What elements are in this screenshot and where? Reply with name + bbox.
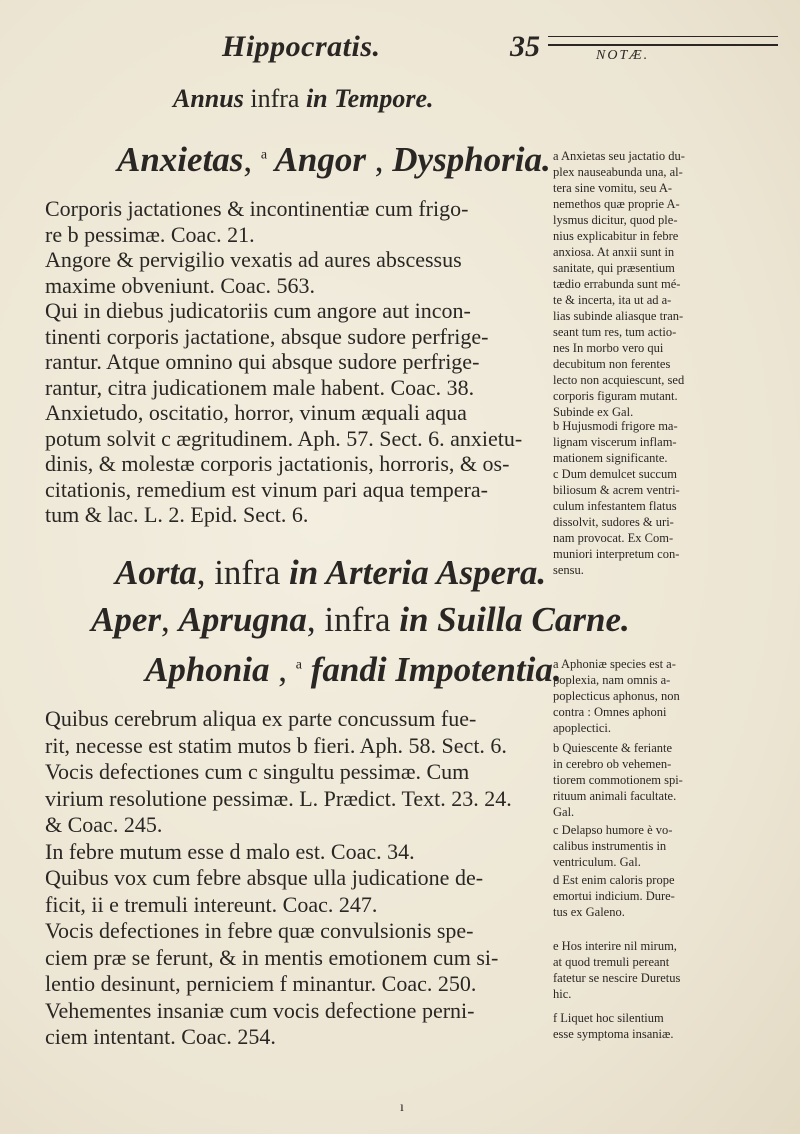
heading-aper: Aper, Aprugna, infra in Suilla Carne.: [91, 600, 630, 639]
heading-aorta: Aorta, infra in Arteria Aspera.: [115, 553, 547, 592]
text-line: Vehementes insaniæ cum vocis defectione perni-: [45, 997, 475, 1023]
heading-annus: Annus infra in Tempore.: [173, 84, 434, 113]
note-line: seant tum res, tum actio-: [553, 325, 677, 339]
text-line: ciem præ se ferunt, & in mentis emotionem cum si-: [45, 944, 499, 970]
note-line: mationem significante.: [553, 451, 668, 465]
note-line: lignam viscerum inflam-: [553, 435, 677, 449]
note-line: b Quiescente & feriante: [553, 741, 673, 755]
note-line: nius explicabitur in febre: [553, 229, 679, 243]
note-line: contra : Omnes aphoni: [553, 705, 667, 719]
notes-header: [548, 44, 778, 66]
text-line: tum & lac. L. 2. Epid. Sect. 6.: [45, 502, 309, 527]
note-line: poplecticus aphonus, non: [553, 689, 680, 703]
text-line: & Coac. 245.: [45, 812, 163, 837]
text-line: Anxietudo, oscitatio, horror, vinum æquali aqua: [45, 400, 467, 425]
text-line: Vocis defectiones in febre quæ convulsionis spe-: [45, 918, 474, 943]
note-line: nam provocat. Ex Com-: [553, 531, 674, 545]
note-line: Gal.: [553, 805, 575, 819]
note-line: culum infestantem flatus: [553, 499, 677, 513]
text-line: citationis, remedium est vinum pari aqua tempera-: [45, 476, 488, 502]
note-line: esse symptoma insaniæ.: [553, 1027, 674, 1041]
note-line: f Liquet hoc silentium: [553, 1011, 664, 1025]
note-line: biliosum & acrem ventri-: [553, 483, 680, 497]
note-line: at quod tremuli pereant: [553, 955, 670, 969]
note-line: plex nauseabunda una, al-: [553, 165, 683, 179]
text-line: rit, necesse est statim mutos b fieri. Aph. 58. Sect. 6.: [45, 732, 507, 758]
page-number: 35: [510, 30, 540, 63]
text-line: virium resolutione pessimæ. L. Prædict. Text. 23. 24.: [45, 785, 512, 811]
text-line: Vocis defectiones cum c singultu pessimæ. Cum: [45, 759, 470, 784]
notes-label: NOTÆ.: [596, 48, 650, 63]
text-line: Qui in diebus judicatoriis cum angore aut incon-: [45, 298, 471, 323]
note-line: a Aphoniæ species est a-: [553, 657, 676, 671]
note-line: fatetur se nescire Duretus: [553, 971, 681, 985]
text-line: re b pessimæ. Coac. 21.: [45, 221, 255, 247]
note-line: nes In morbo vero qui: [553, 341, 664, 355]
note-line: poplexia, nam omnis a-: [553, 673, 671, 687]
heading-anxietas: Anxietas, $^a$ Angor , Dysphoria.: [117, 140, 551, 179]
note-line: corporis figuram mutant.: [553, 389, 678, 403]
text-line: ciem intentant. Coac. 254.: [45, 1024, 276, 1049]
note-line: tædio errabunda sunt mé-: [553, 277, 681, 291]
note-line: tiorem commotionem spi-: [553, 773, 683, 787]
text-line: rantur. Atque omnino qui absque sudore perfrige-: [45, 349, 480, 374]
note-line: hic.: [553, 987, 572, 1001]
text-line: tinenti corporis jactatione, absque sudore perfrige-: [45, 323, 489, 349]
signature-mark: ı: [400, 1100, 404, 1115]
note-line: te & incerta, ita ut ad a-: [553, 293, 672, 307]
note-line: b Hujusmodi frigore ma-: [553, 419, 678, 433]
note-line: rituum animali facultate.: [553, 789, 677, 803]
note-line: d Est enim caloris prope: [553, 873, 675, 887]
note-line: apoplectici.: [553, 721, 611, 735]
note-line: tera sine vomitu, seu A-: [553, 181, 673, 195]
note-line: emortui indicium. Dure-: [553, 889, 675, 903]
note-line: lysmus dicitur, quod ple-: [553, 213, 678, 227]
note-line: sanitate, qui præsentium: [553, 261, 675, 275]
note-line: tus ex Galeno.: [553, 905, 625, 919]
note-line: lias subinde aliasque tran-: [553, 309, 684, 323]
running-title: Hippocratis.: [222, 30, 381, 63]
text-line: ficit, ii e tremuli intereunt. Coac. 247.: [45, 891, 378, 917]
note-line: in cerebro ob vehemen-: [553, 757, 672, 771]
text-line: lentio desinunt, perniciem f minantur. Coac. 250.: [45, 971, 477, 996]
note-line: calibus instrumentis in: [553, 839, 667, 853]
note-line: ventriculum. Gal.: [553, 855, 641, 869]
note-line: nemethos quæ proprie A-: [553, 197, 680, 211]
text-line: Quibus cerebrum aliqua ex parte concussum fue-: [45, 706, 477, 731]
note-line: c Dum demulcet succum: [553, 467, 677, 481]
text-line: In febre mutum esse d malo est. Coac. 34.: [45, 838, 415, 864]
header-rule: [548, 36, 778, 37]
note-line: anxiosa. At anxii sunt in: [553, 245, 675, 259]
note-line: dissolvit, sudores & uri-: [553, 515, 674, 529]
text-line: potum solvit c ægritudinem. Aph. 57. Sect. 6. anxietu-: [45, 425, 523, 451]
text-line: rantur, citra judicationem male habent. Coac. 38.: [45, 374, 475, 400]
text-line: maxime obveniunt. Coac. 563.: [45, 272, 316, 298]
text-line: Corporis jactationes & incontinentiæ cum frigo-: [45, 196, 469, 221]
note-line: sensu.: [553, 563, 584, 577]
text-line: Quibus vox cum febre absque ulla judicatione de-: [45, 865, 484, 890]
note-line: Subinde ex Gal.: [553, 405, 634, 419]
text-line: dinis, & molestæ corporis jactationis, horroris, & os-: [45, 451, 510, 476]
note-line: lecto non acquiescunt, sed: [553, 373, 685, 387]
note-line: e Hos interire nil mirum,: [553, 939, 677, 953]
text-line: Angore & pervigilio vexatis ad aures abscessus: [45, 247, 462, 272]
note-line: decubitum non ferentes: [553, 357, 671, 371]
note-line: a Anxietas seu jactatio du-: [553, 149, 685, 163]
note-line: c Delapso humore è vo-: [553, 823, 673, 837]
heading-aphonia: Aphonia , $^a$ fandi Impotentia.: [145, 650, 562, 689]
note-line: muniori interpretum con-: [553, 547, 680, 561]
